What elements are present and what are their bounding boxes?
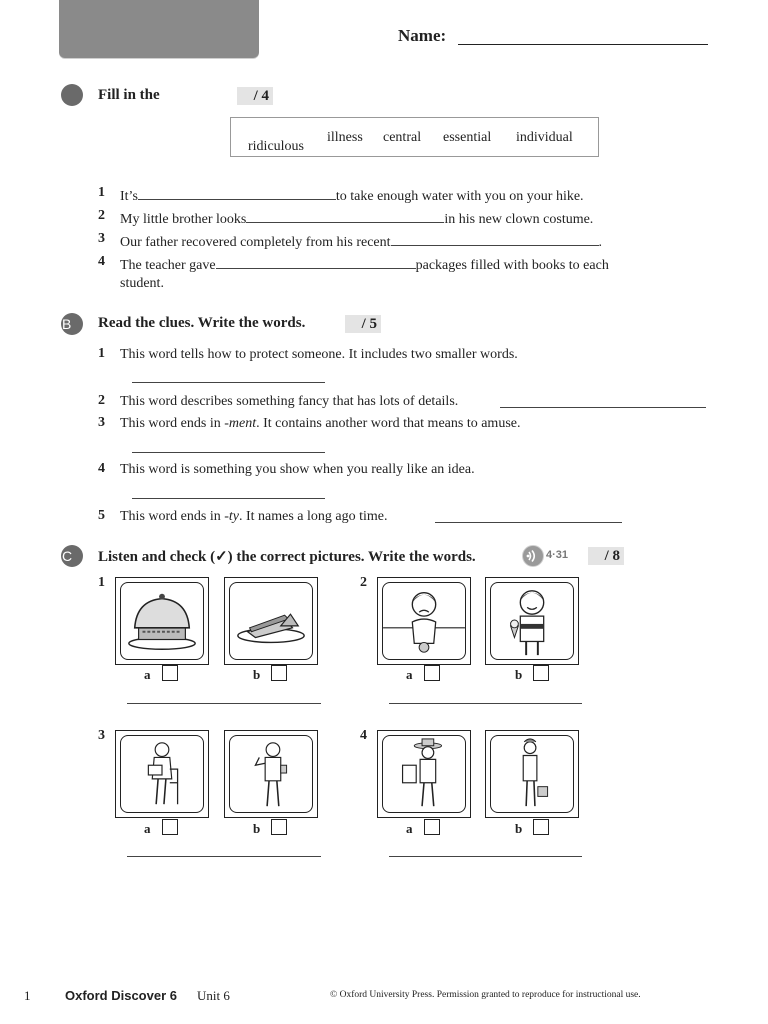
item-text: packages filled with books to each <box>415 258 609 273</box>
item-text: Our father recovered completely from his recent <box>120 235 391 250</box>
section-a-marker <box>61 84 83 106</box>
word-bank-item: central <box>383 130 422 145</box>
fill-item <box>120 254 609 275</box>
name-field-line[interactable] <box>458 44 708 45</box>
item-number: 5 <box>98 508 105 523</box>
item-number: 1 <box>98 346 105 361</box>
item-number: 1 <box>98 185 105 200</box>
option-label-a: a <box>144 821 151 836</box>
item-text: . <box>598 235 603 250</box>
item-text: to take enough water with you on your hike. <box>335 189 584 204</box>
clue-text <box>120 415 520 433</box>
checkbox-b[interactable] <box>533 819 549 835</box>
checkbox-a[interactable] <box>162 665 178 681</box>
unit-label: Unit 6 <box>197 988 230 1003</box>
picture-option-a <box>115 730 209 818</box>
clue-text-part: This word ends in <box>120 416 225 431</box>
answer-line[interactable] <box>127 703 321 704</box>
fill-item <box>120 185 584 206</box>
answer-line[interactable] <box>389 703 582 704</box>
item-number: 3 <box>98 415 105 430</box>
section-b-marker: B <box>61 313 83 335</box>
audio-track-number: 4·31 <box>546 549 569 561</box>
answer-line[interactable] <box>389 856 582 857</box>
page-number: 1 <box>24 988 31 1003</box>
option-label-b: b <box>253 821 261 836</box>
copyright-notice: © Oxford University Press. Permission granted to reproduce for instructional use. <box>330 990 641 1000</box>
fill-item <box>120 231 602 252</box>
section-c-title: Listen and check (✓) the correct pictures. Write the words. <box>98 549 476 565</box>
section-b-title: Read the clues. Write the words. <box>98 315 306 331</box>
option-label-b: b <box>253 667 261 682</box>
picture-option-b <box>224 730 318 818</box>
man-with-hat-and-bag-image <box>382 735 466 813</box>
section-a-score: / 4 <box>237 87 273 105</box>
checkbox-b[interactable] <box>271 665 287 681</box>
word-bank-item: illness <box>327 130 363 145</box>
option-label-a: a <box>144 667 151 682</box>
section-a-title: Fill in the <box>98 87 160 103</box>
clue-suffix: -ment <box>224 416 257 431</box>
answer-line[interactable] <box>132 498 325 499</box>
picture-option-b <box>485 730 579 818</box>
picture-group-number: 4 <box>360 728 367 743</box>
clue-text: This word tells how to protect someone. It includes two smaller words. <box>120 347 518 362</box>
cake-under-dome-image <box>120 582 204 660</box>
boy-with-ice-cream-image <box>490 582 574 660</box>
sad-boy-image <box>382 582 466 660</box>
item-text: It’s <box>120 189 138 204</box>
option-label-b: b <box>515 821 523 836</box>
option-label-a: a <box>406 667 413 682</box>
word-bank-item: essential <box>443 130 492 145</box>
blank-line[interactable] <box>216 254 416 269</box>
item-text: My little brother looks <box>120 212 247 227</box>
section-c-score: / 8 <box>588 547 624 565</box>
clue-text-part: . It contains another word that means to amuse. <box>256 416 521 431</box>
checkbox-a[interactable] <box>424 665 440 681</box>
blank-line[interactable] <box>138 185 336 200</box>
blank-line[interactable] <box>391 231 599 246</box>
checkbox-b[interactable] <box>271 819 287 835</box>
item-text: in his new clown costume. <box>444 212 594 227</box>
picture-option-a <box>115 577 209 665</box>
item-number: 3 <box>98 231 105 246</box>
audio-track-icon[interactable] <box>522 545 544 567</box>
answer-line[interactable] <box>132 382 325 383</box>
clue-text: This word describes something fancy that has lots of details. <box>120 394 459 409</box>
clue-text: This word is something you show when you really like an idea. <box>120 462 475 477</box>
book-title: Oxford Discover 6 <box>65 988 177 1003</box>
clue-text-part: . It names a long ago time. <box>238 509 388 524</box>
item-number: 2 <box>98 393 105 408</box>
section-b-score: / 5 <box>345 315 381 333</box>
picture-option-a <box>377 577 471 665</box>
clue-suffix: -ty <box>224 509 239 524</box>
word-bank-item: individual <box>516 130 573 145</box>
header-tab <box>59 0 259 58</box>
picture-group-number: 1 <box>98 575 105 590</box>
item-number: 4 <box>98 461 105 476</box>
fill-item <box>120 208 593 229</box>
picture-option-b <box>485 577 579 665</box>
item-text: The teacher gave <box>120 258 216 273</box>
option-label-a: a <box>406 821 413 836</box>
checkbox-a[interactable] <box>424 819 440 835</box>
item-number: 2 <box>98 208 105 223</box>
answer-line[interactable] <box>435 522 622 523</box>
picture-option-b <box>224 577 318 665</box>
answer-line[interactable] <box>127 856 321 857</box>
man-with-small-bag-image <box>490 735 574 813</box>
checkbox-a[interactable] <box>162 819 178 835</box>
word-bank-item: ridiculous <box>248 139 304 154</box>
sandwich-on-plate-image <box>229 582 313 660</box>
woman-reading-in-chair-image <box>120 735 204 813</box>
woman-eating-image <box>229 735 313 813</box>
section-c-marker: C <box>61 545 83 567</box>
option-label-b: b <box>515 667 523 682</box>
picture-group-number: 3 <box>98 728 105 743</box>
checkbox-b[interactable] <box>533 665 549 681</box>
picture-group-number: 2 <box>360 575 367 590</box>
clue-text-part: This word ends in <box>120 509 225 524</box>
answer-line[interactable] <box>500 407 706 408</box>
item-number: 4 <box>98 254 105 269</box>
clue-text <box>120 508 388 526</box>
name-label: Name: <box>398 26 447 45</box>
picture-option-a <box>377 730 471 818</box>
blank-line[interactable] <box>246 208 444 223</box>
item-text-continuation: student. <box>120 276 164 291</box>
answer-line[interactable] <box>132 452 325 453</box>
